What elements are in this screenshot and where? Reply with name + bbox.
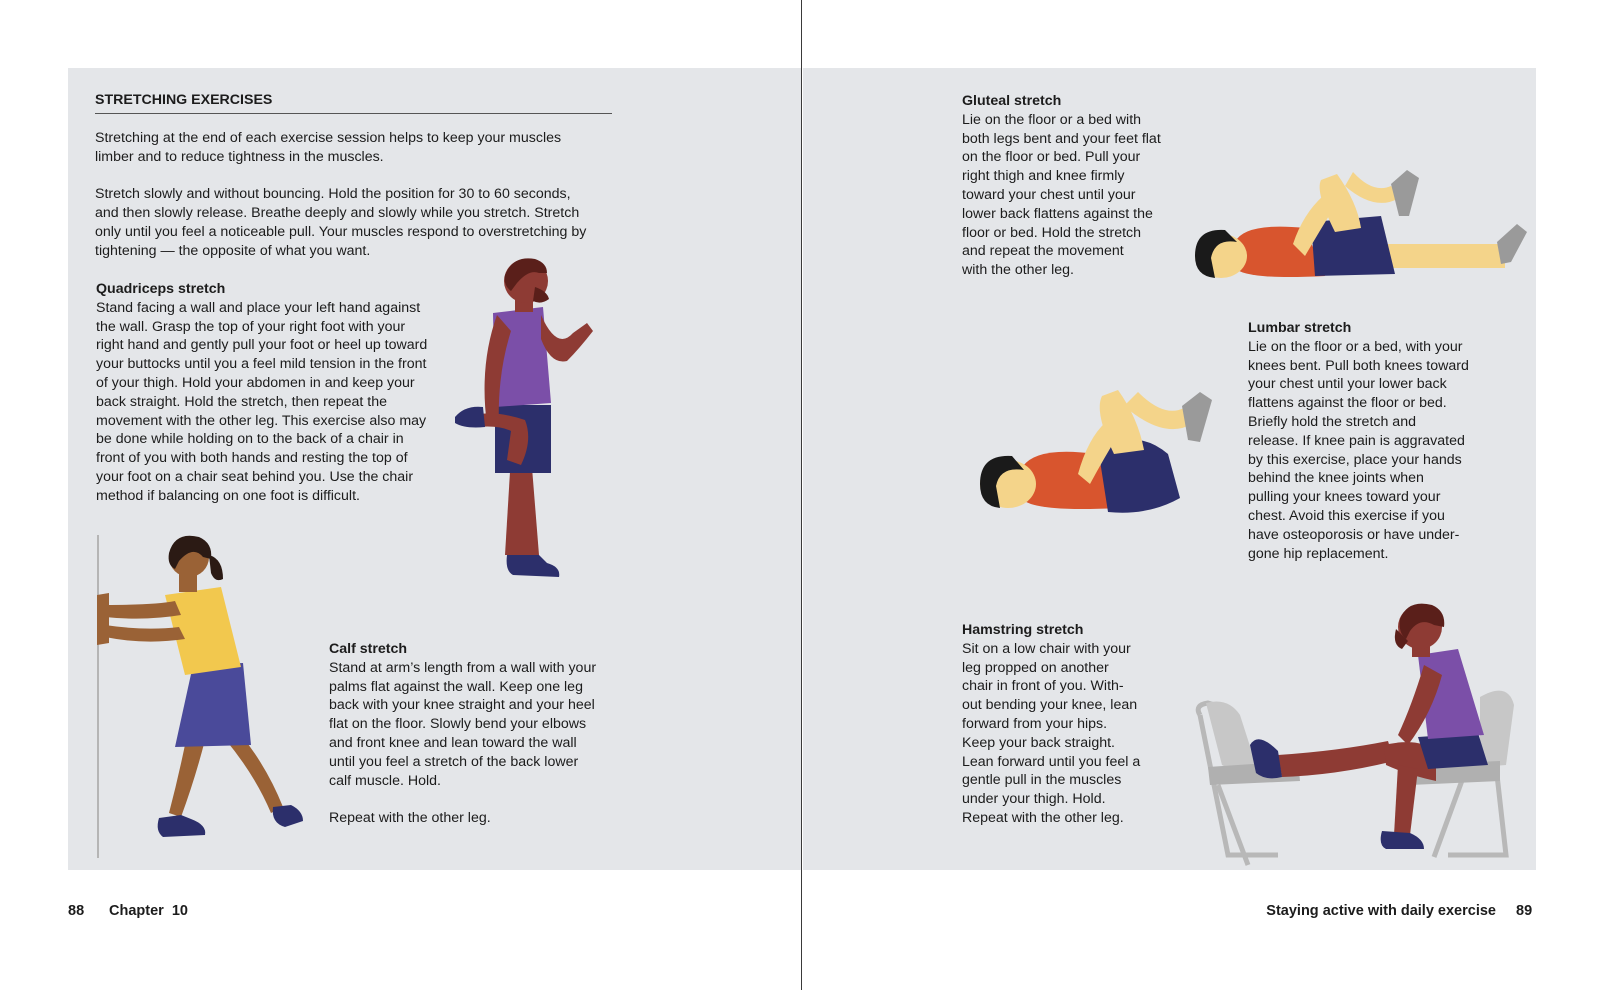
quadriceps-stretch-illustration bbox=[455, 255, 615, 590]
hamstring-line: chair in front of you. With- bbox=[962, 678, 1124, 695]
hamstring-line: Lean forward until you feel a bbox=[962, 753, 1141, 770]
hamstring-stretch-illustration bbox=[1188, 605, 1530, 870]
hamstring-text bbox=[962, 621, 1140, 828]
quadriceps-line: be done while holding on to the back of a chair in bbox=[96, 431, 404, 448]
hamstring-line: forward from your hips. bbox=[962, 715, 1108, 732]
quadriceps-line: right hand and gently pull your foot or heel up toward bbox=[96, 337, 428, 354]
intro-line: limber and to reduce tightness in the muscles. bbox=[95, 148, 384, 165]
lumbar-stretch-illustration bbox=[968, 388, 1233, 523]
quadriceps-line: your foot on a chair seat behind you. Use the chair bbox=[96, 468, 414, 485]
gluteal-line: on the floor or bed. Pull your bbox=[962, 149, 1141, 166]
calf-line: flat on the floor. Slowly bend your elbows bbox=[329, 716, 587, 733]
gluteal-line: and repeat the movement bbox=[962, 243, 1124, 260]
lumbar-line: Lie on the floor or a bed, with your bbox=[1248, 338, 1463, 355]
intro-text bbox=[95, 129, 586, 261]
quadriceps-title: Quadriceps stretch bbox=[96, 281, 226, 297]
gluteal-text bbox=[962, 92, 1161, 280]
quadriceps-line: Stand facing a wall and place your left hand against bbox=[96, 299, 421, 316]
hamstring-line: gentle pull in the muscles bbox=[962, 772, 1122, 789]
lumbar-text bbox=[1248, 319, 1469, 563]
lumbar-line: Briefly hold the stretch and bbox=[1248, 413, 1416, 430]
lumbar-line: behind the knee joints when bbox=[1248, 470, 1424, 487]
quadriceps-line: your buttocks until you a feel mild tension in the front bbox=[96, 356, 427, 373]
intro-line: Stretching at the end of each exercise session helps to keep your muscles bbox=[95, 130, 562, 146]
quadriceps-line: back straight. Hold the stretch, then repeat the bbox=[96, 393, 388, 410]
lumbar-line: release. If knee pain is aggravated bbox=[1248, 432, 1465, 449]
quadriceps-line: movement with the other leg. This exercise also may bbox=[96, 412, 427, 429]
calf-line: until you feel a stretch of the back lower bbox=[329, 753, 579, 770]
calf-line: calf muscle. Hold. bbox=[329, 772, 441, 789]
hamstring-title: Hamstring stretch bbox=[962, 622, 1084, 638]
gluteal-line: with the other leg. bbox=[962, 262, 1074, 279]
gluteal-line: Lie on the floor or a bed with bbox=[962, 111, 1142, 128]
lumbar-line: pulling your knees toward your bbox=[1248, 489, 1441, 506]
intro-line: only until you feel a noticeable pull. Your muscles respond to overstretching by bbox=[95, 223, 587, 240]
calf-line: back with your knee straight and your heel bbox=[329, 697, 595, 714]
left-page-number: 88 bbox=[68, 903, 85, 919]
quadriceps-line: the wall. Grasp the top of your right foot with your bbox=[96, 318, 406, 335]
right-page-number: 89 bbox=[1516, 903, 1533, 919]
gluteal-line: both legs bent and your feet flat bbox=[962, 130, 1161, 147]
calf-line: palms flat against the wall. Keep one leg bbox=[329, 678, 583, 695]
intro-line: Stretch slowly and without bouncing. Hold the position for 30 to 60 seconds, bbox=[95, 186, 571, 203]
hamstring-line: Keep your back straight. bbox=[962, 734, 1115, 751]
gluteal-line: right thigh and knee firmly bbox=[962, 168, 1125, 185]
calf-title: Calf stretch bbox=[329, 641, 408, 657]
hamstring-line: Repeat with the other leg. bbox=[962, 809, 1124, 826]
gluteal-stretch-illustration bbox=[1185, 172, 1530, 292]
hamstring-line: leg propped on another bbox=[962, 659, 1109, 676]
gluteal-line: toward your chest until your bbox=[962, 186, 1136, 203]
lumbar-line: chest. Avoid this exercise if you bbox=[1248, 507, 1445, 524]
quadriceps-line: of your thigh. Hold your abdomen in and keep your bbox=[96, 374, 415, 391]
lumbar-line: have osteoporosis or have under- bbox=[1248, 526, 1460, 543]
lumbar-line: gone hip replacement. bbox=[1248, 545, 1389, 562]
hamstring-line: Sit on a low chair with your bbox=[962, 640, 1131, 657]
gluteal-line: lower back flattens against the bbox=[962, 205, 1153, 222]
lumbar-title: Lumbar stretch bbox=[1248, 320, 1352, 336]
calf-stretch-illustration bbox=[95, 535, 310, 865]
quadriceps-line: front of you with both hands and resting the top of bbox=[96, 450, 408, 467]
page-gutter bbox=[801, 0, 802, 990]
hamstring-line: under your thigh. Hold. bbox=[962, 791, 1106, 808]
calf-line: and front knee and lean toward the wall bbox=[329, 734, 577, 751]
lumbar-line: by this exercise, place your hands bbox=[1248, 451, 1462, 468]
intro-line: and then slowly release. Breathe deeply and slowly while you stretch. Stretch bbox=[95, 205, 580, 222]
calf-repeat: Repeat with the other leg. bbox=[329, 810, 491, 827]
running-title: Staying active with daily exercise bbox=[1266, 903, 1496, 919]
section-title: STRETCHING EXERCISES bbox=[95, 92, 612, 114]
gluteal-title: Gluteal stretch bbox=[962, 93, 1062, 109]
gluteal-line: floor or bed. Hold the stretch bbox=[962, 224, 1142, 241]
calf-line: Stand at arm’s length from a wall with your bbox=[329, 659, 597, 676]
intro-line: tightening — the opposite of what you want. bbox=[95, 242, 371, 259]
lumbar-line: your chest until your lower back bbox=[1248, 376, 1447, 393]
lumbar-line: flattens against the floor or bed. bbox=[1248, 395, 1447, 412]
lumbar-line: knees bent. Pull both knees toward bbox=[1248, 357, 1469, 374]
quadriceps-text bbox=[96, 280, 427, 506]
quadriceps-line: method if balancing on one foot is difficult. bbox=[96, 487, 360, 504]
hamstring-line: out bending your knee, lean bbox=[962, 697, 1138, 714]
calf-text bbox=[329, 640, 596, 828]
chapter-label: Chapter 10 bbox=[109, 903, 188, 919]
